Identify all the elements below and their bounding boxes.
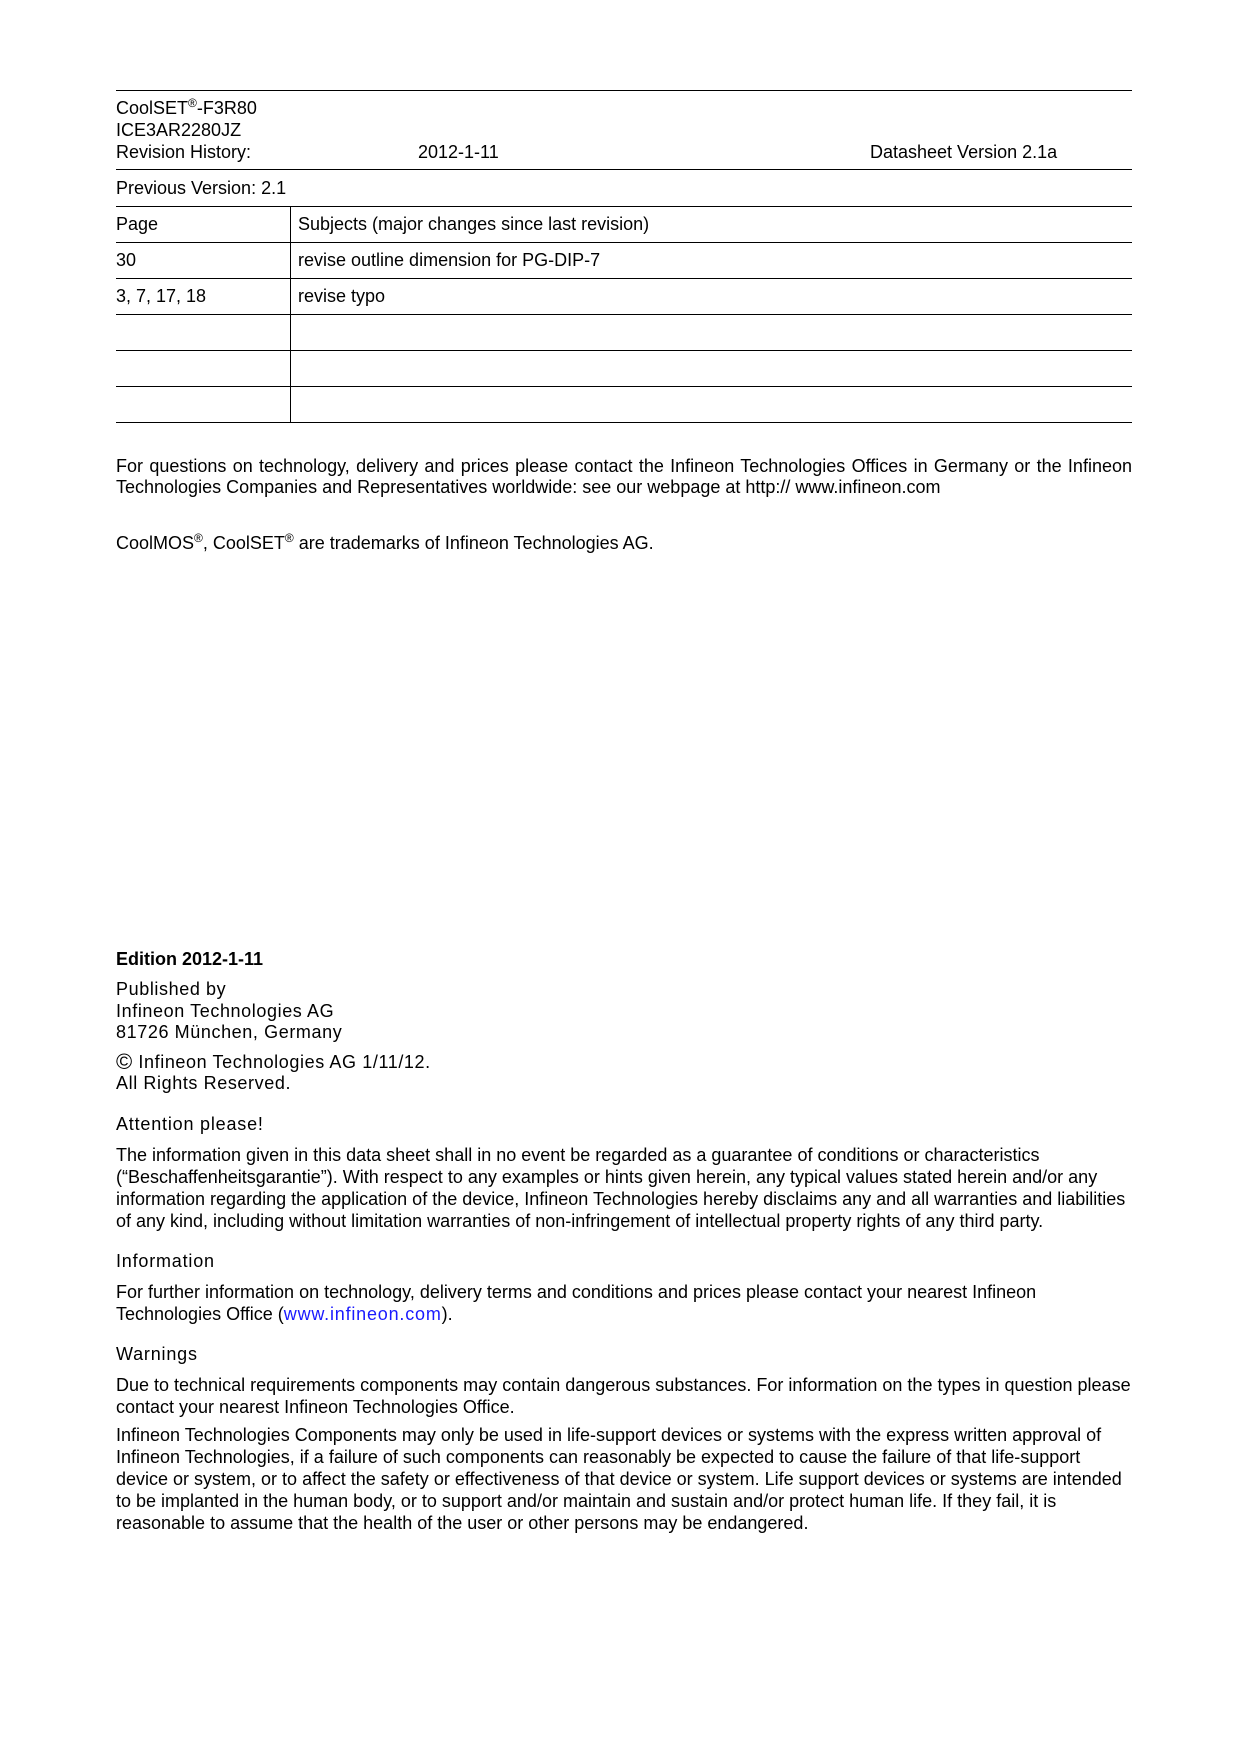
warnings-heading: Warnings	[116, 1343, 198, 1364]
warnings-para-2: Infineon Technologies Components may only be used in life-support devices or systems with the express written approval of Infineon Technologies, if a failure of such components can reasonably be expected to cause the failure of that life-support device or system, or to affect the safety or effectiveness of that device or system. Life support devices or systems are intended to be implanted in the human body, or to support and/or maintain and sustain and/or protect human life. If they fail, it is reasonable to assume that the health of the user or other persons may be endangered.	[116, 1424, 1122, 1533]
copyright-line-2: All Rights Reserved.	[116, 1073, 292, 1093]
trademark-coolset: CoolSET	[212, 533, 285, 553]
revision-table	[116, 206, 1132, 423]
copyright-text: Infineon Technologies AG 1/11/12.	[132, 1051, 431, 1072]
warnings-para-1: Due to technical requirements components may contain dangerous substances. For information on the types in question please contact your nearest Infineon Technologies Office.	[116, 1374, 1131, 1417]
revision-history-label: Revision History:	[116, 142, 252, 162]
product-suffix: -F3R80	[196, 98, 257, 118]
trademark-sep: ,	[202, 533, 213, 553]
trademark-line	[116, 533, 1132, 554]
warnings-body	[116, 1374, 1132, 1534]
revision-date: 2012-1-11	[418, 142, 499, 162]
row-subject: revise outline dimension for PG-DIP-7	[291, 243, 1133, 279]
information-text-before: For further information on technology, delivery terms and conditions and prices please contact your nearest Infineon Technologies Office (	[116, 1281, 1037, 1324]
information-text-after: ).	[441, 1303, 453, 1324]
row-subject	[291, 315, 1133, 351]
row-page	[116, 387, 291, 423]
trademark-coolmos: CoolMOS	[116, 533, 195, 553]
table-header-row	[116, 207, 1132, 243]
table-row	[116, 279, 1132, 315]
attention-heading: Attention please!	[116, 1113, 264, 1134]
row-page: 3, 7, 17, 18	[116, 279, 291, 315]
row-subject	[291, 351, 1133, 387]
copyright-line-1	[116, 1048, 1132, 1074]
datasheet-version: Datasheet Version 2.1a	[870, 142, 1058, 162]
header-subjects: Subjects (major changes since last revision)	[291, 207, 1133, 243]
table-row	[116, 315, 1132, 351]
infineon-link[interactable]: www.infineon.com	[283, 1303, 442, 1324]
trademark-reg-2: ®	[284, 531, 294, 545]
legal-section	[116, 948, 1132, 1534]
row-page: 30	[116, 243, 291, 279]
information-text	[116, 1281, 1132, 1325]
row-subject	[291, 387, 1133, 423]
copyright-icon: ©	[116, 1048, 133, 1074]
trademark-rest: are trademarks of Infineon Technologies AG.	[293, 533, 654, 553]
attention-text: The information given in this data sheet shall in no event be regarded as a guarantee of conditions or characteristics (“Beschaffenheitsgarantie”). With respect to any examples or hints given herein, any typical values stated herein and/or any information regarding the application of the device, Infineon Technologies hereby disclaims any and all warranties and liabilities of any kind, including without limitation warranties of non-infringement of intellectual property rights of any third party.	[116, 1144, 1126, 1231]
row-page	[116, 315, 291, 351]
information-body	[116, 1281, 1132, 1325]
published-line-1: Published by	[116, 979, 227, 999]
document-page	[116, 90, 1132, 554]
product-line	[116, 97, 1132, 119]
header-block	[116, 91, 1132, 169]
part-number: ICE3AR2280JZ	[116, 120, 242, 140]
revision-line	[116, 141, 1132, 169]
table-row	[116, 387, 1132, 423]
product-name: CoolSET	[116, 98, 189, 118]
trademark-reg-1: ®	[194, 531, 203, 545]
product-registered-mark: ®	[188, 96, 197, 110]
attention-body	[116, 1144, 1132, 1232]
contact-paragraph: For questions on technology, delivery and prices please contact the Infineon Technologies Offices in Germany or the Infineon Technologies Companies and Representatives worldwide: see our webpage at http:// www.infineon.com	[116, 456, 1132, 497]
published-line-2: Infineon Technologies AG	[116, 1000, 335, 1021]
part-number-line	[116, 119, 1132, 141]
published-line-3: 81726 München, Germany	[116, 1022, 343, 1042]
row-subject: revise typo	[291, 279, 1133, 315]
edition-title: Edition 2012-1-11	[116, 949, 264, 969]
copyright-block	[116, 1048, 1132, 1095]
table-row	[116, 243, 1132, 279]
table-row	[116, 351, 1132, 387]
previous-version: Previous Version: 2.1	[116, 169, 1132, 206]
published-block	[116, 979, 1132, 1044]
row-page	[116, 351, 291, 387]
header-page: Page	[116, 207, 291, 243]
information-heading: Information	[116, 1250, 215, 1271]
